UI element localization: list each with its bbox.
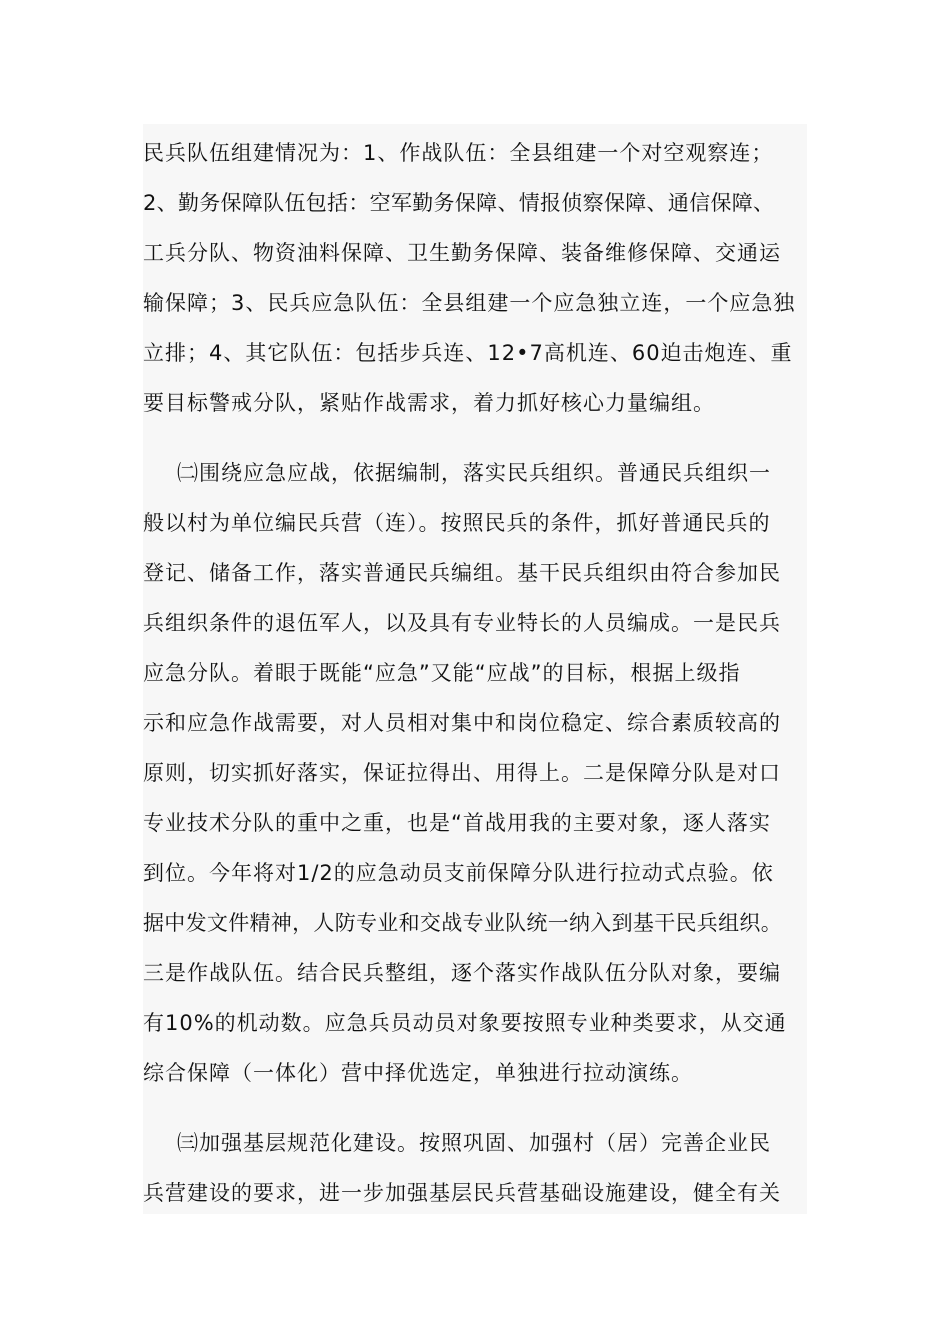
text-line: 2、勤务保障队伍包括：空军勤务保障、情报侦察保障、通信保障、 — [143, 191, 775, 215]
text-line: 综合保障（一体化）营中择优选定，单独进行拉动演练。 — [143, 1061, 693, 1085]
text-line: 应急分队。着眼于既能“应急”又能“应战”的目标，根据上级指 — [143, 661, 741, 685]
text-line: 民兵队伍组建情况为：1、作战队伍：全县组建一个对空观察连； — [143, 141, 774, 165]
text-line: 登记、储备工作，落实普通民兵编组。基干民兵组织由符合参加民 — [143, 561, 781, 585]
text-line: 三是作战队伍。结合民兵整组，逐个落实作战队伍分队对象，要编 — [143, 961, 781, 985]
text-line: 输保障；3、民兵应急队伍：全县组建一个应急独立连，一个应急独 — [143, 291, 796, 315]
text-line: 般以村为单位编民兵营（连）。按照民兵的条件，抓好普通民兵的 — [143, 511, 771, 535]
text-line: 据中发文件精神，人防专业和交战专业队统一纳入到基干民兵组织。 — [143, 911, 782, 935]
text-line: 要目标警戒分队，紧贴作战需求，着力抓好核心力量编组。 — [143, 391, 715, 415]
text-line: 原则，切实抓好落实，保证拉得出、用得上。二是保障分队是对口 — [143, 761, 781, 785]
text-line: 有10%的机动数。应急兵员动员对象要按照专业种类要求，从交通 — [143, 1011, 787, 1035]
text-line: 立排；4、其它队伍：包括步兵连、12•7高机连、60迫击炮连、重 — [143, 341, 793, 365]
text-line: 示和应急作战需要，对人员相对集中和岗位稳定、综合素质较高的 — [143, 711, 781, 735]
text-line: 工兵分队、物资油料保障、卫生勤务保障、装备维修保障、交通运 — [143, 241, 781, 265]
text-line: 到位。今年将对1/2的应急动员支前保障分队进行拉动式点验。依 — [143, 861, 774, 885]
paragraph-2-first-line: ㈡围绕应急应战，依据编制，落实民兵组织。普通民兵组织一 — [177, 461, 771, 485]
paragraph-3-first-line: ㈢加强基层规范化建设。按照巩固、加强村（居）完善企业民 — [177, 1131, 771, 1155]
text-line: 专业技术分队的重中之重，也是“首战用我的主要对象，逐人落实 — [143, 811, 771, 835]
body-text — [143, 124, 807, 1214]
text-line: 兵组织条件的退伍军人，以及具有专业特长的人员编成。一是民兵 — [143, 611, 781, 635]
text-line: 兵营建设的要求，进一步加强基层民兵营基础设施建设，健全有关 — [143, 1181, 781, 1205]
